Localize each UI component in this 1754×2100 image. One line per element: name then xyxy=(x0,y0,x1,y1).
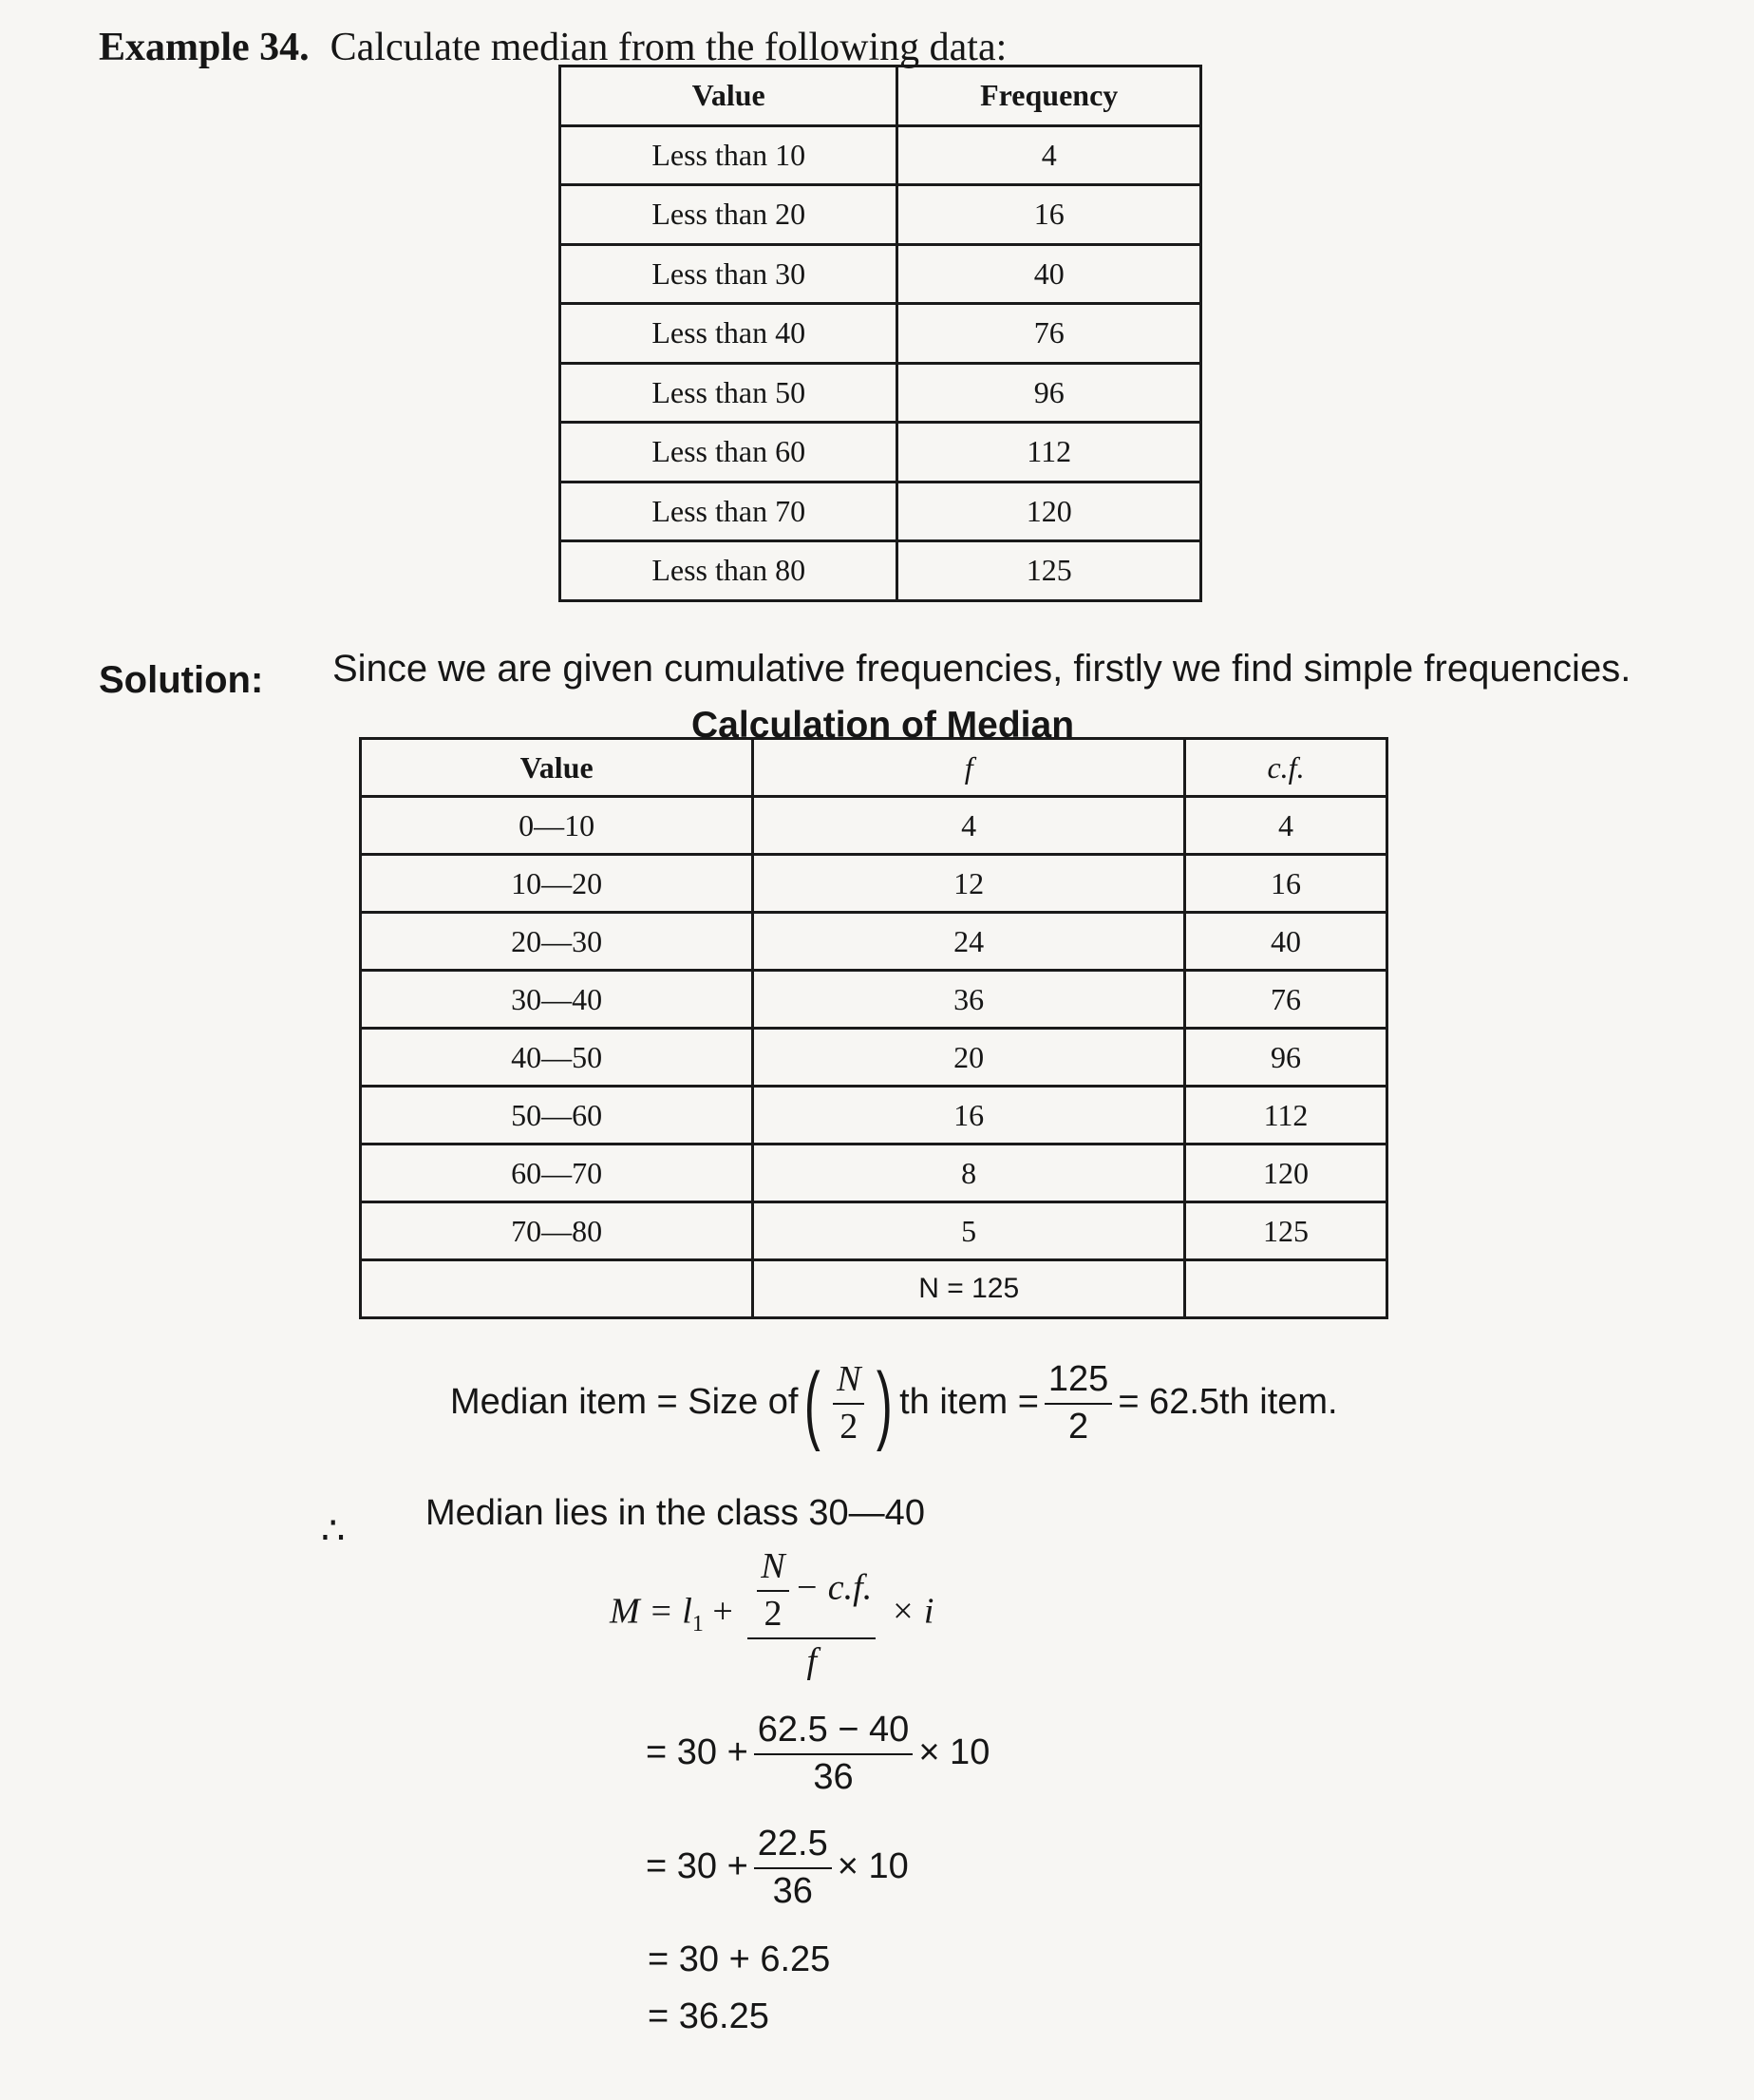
cell-cf: 96 xyxy=(1185,1029,1387,1087)
table-row xyxy=(560,304,1201,364)
example-prompt: Calculate median from the following data: xyxy=(330,26,1008,69)
cell-f: 24 xyxy=(753,913,1185,971)
formula-plus: + xyxy=(712,1591,733,1632)
calculation-step-2 xyxy=(646,1826,909,1911)
formula-times-i: × i xyxy=(890,1591,934,1632)
median-item-mid: th item = xyxy=(899,1382,1039,1423)
table-row xyxy=(361,971,1387,1029)
column-header-value: Value xyxy=(560,66,897,126)
median-item-suffix: = 62.5th item. xyxy=(1118,1382,1338,1423)
n-over-2-fraction xyxy=(833,1361,864,1447)
fraction-denominator: 36 xyxy=(772,1870,813,1911)
example-number: Example 34. xyxy=(99,26,310,69)
step-suffix: × 10 xyxy=(918,1731,990,1772)
step-suffix: × 10 xyxy=(837,1845,909,1886)
cell-value: Less than 20 xyxy=(560,185,897,245)
cell-frequency: 16 xyxy=(897,185,1201,245)
table-row xyxy=(361,1145,1387,1202)
calculation-step-1 xyxy=(646,1712,990,1797)
table-row xyxy=(560,423,1201,482)
fraction-numerator: N xyxy=(757,1548,788,1592)
cell-cf: 16 xyxy=(1185,855,1387,913)
table-title: Calculation of Median xyxy=(691,705,1075,746)
formula-minus-cf: − c.f. xyxy=(794,1567,873,1608)
cell-value: Less than 40 xyxy=(560,304,897,364)
cell-class: 50—60 xyxy=(361,1087,753,1145)
cell-class: 10—20 xyxy=(361,855,753,913)
cell-value: Less than 80 xyxy=(560,541,897,601)
table-header-row xyxy=(361,739,1387,797)
right-paren: ) xyxy=(877,1355,894,1452)
fraction-numerator: 22.5 xyxy=(754,1826,832,1869)
cell-cf: 4 xyxy=(1185,797,1387,855)
step-prefix: = 30 + xyxy=(646,1845,748,1886)
cell-f: 20 xyxy=(753,1029,1185,1087)
table-row xyxy=(361,913,1387,971)
cell-class: 30—40 xyxy=(361,971,753,1029)
step-fraction xyxy=(754,1826,832,1911)
column-header-frequency: Frequency xyxy=(897,66,1201,126)
column-header-cf: c.f. xyxy=(1185,739,1387,797)
median-formula xyxy=(610,1548,934,1681)
step-fraction xyxy=(754,1712,914,1797)
cell-f: 36 xyxy=(753,971,1185,1029)
solution-text: Since we are given cumulative frequencies, firstly we find simple frequencies. xyxy=(332,648,1631,690)
table-row xyxy=(560,541,1201,601)
table-row xyxy=(560,125,1201,185)
fraction-denominator: 2 xyxy=(1068,1407,1089,1447)
formula-n-over-2 xyxy=(757,1548,788,1634)
cell-frequency: 76 xyxy=(897,304,1201,364)
cell-frequency: 120 xyxy=(897,482,1201,541)
cell-class: 0—10 xyxy=(361,797,753,855)
table-row xyxy=(560,482,1201,541)
cell-frequency: 96 xyxy=(897,363,1201,423)
formula-lhs: M = l xyxy=(610,1591,692,1632)
cell-f: 4 xyxy=(753,797,1185,855)
median-calculation-table xyxy=(359,737,1388,1319)
cell-value: Less than 70 xyxy=(560,482,897,541)
table-row xyxy=(361,1087,1387,1145)
cell-value: Less than 50 xyxy=(560,363,897,423)
cell-total-n: N = 125 xyxy=(753,1260,1185,1318)
solution-label: Solution: xyxy=(99,659,264,701)
cell-value: Less than 30 xyxy=(560,244,897,304)
value-fraction xyxy=(1045,1361,1112,1447)
calculation-step-3: = 30 + 6.25 xyxy=(648,1939,831,1979)
column-header-value: Value xyxy=(361,739,753,797)
cell-frequency: 112 xyxy=(897,423,1201,482)
cell-cf: 120 xyxy=(1185,1145,1387,1202)
formula-numerator xyxy=(747,1548,876,1639)
median-item-prefix: Median item = Size of xyxy=(450,1382,799,1423)
cell-cf: 125 xyxy=(1185,1202,1387,1260)
cell-class: 20—30 xyxy=(361,913,753,971)
table-row xyxy=(361,1029,1387,1087)
cell-cf: 76 xyxy=(1185,971,1387,1029)
example-heading xyxy=(99,25,1007,70)
cell-f: 8 xyxy=(753,1145,1185,1202)
median-item-equation xyxy=(450,1355,1338,1452)
cell-empty xyxy=(1185,1260,1387,1318)
cell-frequency: 40 xyxy=(897,244,1201,304)
table-row xyxy=(361,1202,1387,1260)
cell-class: 70—80 xyxy=(361,1202,753,1260)
cell-value: Less than 60 xyxy=(560,423,897,482)
formula-main-fraction xyxy=(747,1548,876,1681)
formula-subscript: 1 xyxy=(691,1612,704,1637)
cell-f: 16 xyxy=(753,1087,1185,1145)
table-row xyxy=(560,244,1201,304)
fraction-denominator: 2 xyxy=(764,1593,783,1634)
cell-value: Less than 10 xyxy=(560,125,897,185)
table-row xyxy=(361,855,1387,913)
table-row xyxy=(560,363,1201,423)
calculation-result: = 36.25 xyxy=(648,1996,769,2036)
cell-frequency: 125 xyxy=(897,541,1201,601)
cell-cf: 112 xyxy=(1185,1087,1387,1145)
fraction-denominator: 36 xyxy=(813,1756,854,1797)
given-data-table xyxy=(558,65,1202,602)
fraction-numerator: 62.5 − 40 xyxy=(754,1712,914,1755)
fraction-numerator: N xyxy=(833,1361,864,1405)
table-row xyxy=(361,797,1387,855)
fraction-numerator: 125 xyxy=(1045,1361,1112,1405)
cell-class: 60—70 xyxy=(361,1145,753,1202)
cell-f: 5 xyxy=(753,1202,1185,1260)
table-row xyxy=(560,185,1201,245)
formula-denominator: f xyxy=(806,1640,818,1681)
cell-empty xyxy=(361,1260,753,1318)
therefore-symbol: ∴ xyxy=(321,1509,346,1552)
cell-cf: 40 xyxy=(1185,913,1387,971)
left-paren: ( xyxy=(804,1355,821,1452)
cell-class: 40—50 xyxy=(361,1029,753,1087)
cell-frequency: 4 xyxy=(897,125,1201,185)
table-header-row xyxy=(560,66,1201,126)
cell-f: 12 xyxy=(753,855,1185,913)
column-header-f: f xyxy=(753,739,1185,797)
table-total-row xyxy=(361,1260,1387,1318)
median-class-statement: Median lies in the class 30—40 xyxy=(425,1493,925,1533)
step-prefix: = 30 + xyxy=(646,1731,748,1772)
fraction-denominator: 2 xyxy=(839,1407,858,1447)
